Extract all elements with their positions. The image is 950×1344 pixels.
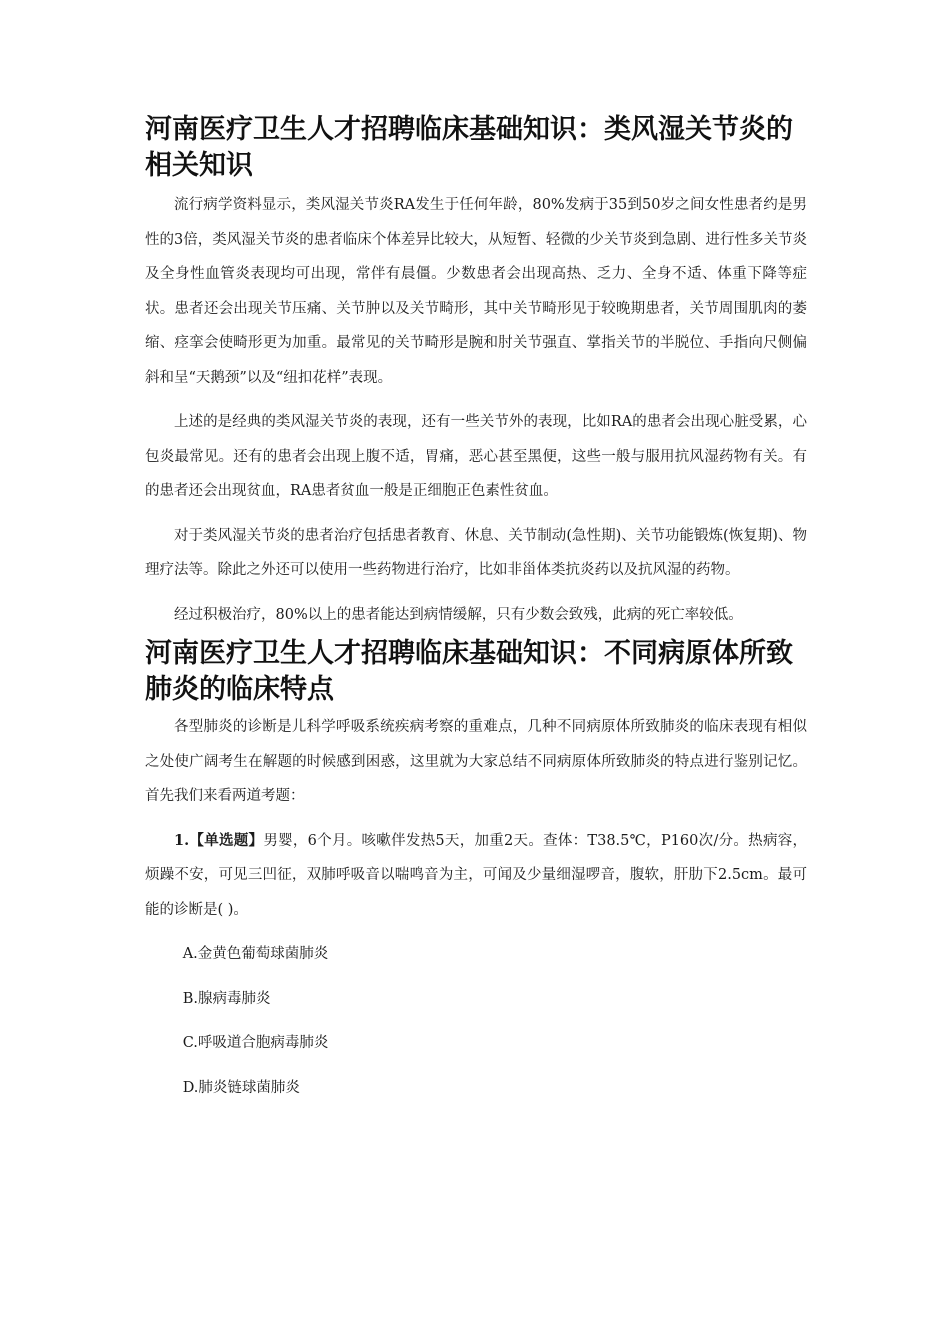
document-page [145, 112, 807, 1115]
section1-paragraph: 上述的是经典的类风湿关节炎的表现，还有一些关节外的表现，比如RA的患者会出现心脏受累，心包炎最常见。还有的患者会出现上腹不适，胃痛，恶心甚至黑便，这些一般与服用抗风湿药物有关。有的患者还会出现贫血，RA患者贫血一般是正细胞正色素性贫血。 [145, 414, 807, 499]
option-c: C.呼吸道合胞病毒肺炎 [182, 1035, 329, 1051]
section1-paragraph: 经过积极治疗，80%以上的患者能达到病情缓解，只有少数会致残，此病的死亡率较低。 [174, 606, 743, 623]
question-label: 1.【单选题】 [174, 831, 264, 849]
section1-paragraph: 对于类风湿关节炎的患者治疗包括患者教育、休息、关节制动(急性期)、关节功能锻炼(恢复期)、物理疗法等。除此之外还可以使用一些药物进行治疗，比如非甾体类抗炎药以及抗风湿的药物。 [145, 527, 807, 578]
section1-title: 河南医疗卫生人才招聘临床基础知识：类风湿关节炎的相关知识 [145, 114, 793, 181]
question-1 [145, 824, 807, 928]
section1-paragraph: 流行病学资料显示，类风湿关节炎RA发生于任何年龄，80%发病于35到50岁之间女性患者约是男性的3倍，类风湿关节炎的患者临床个体差异比较大，从短暂、轻微的少关节炎到急剧、进行性多关节炎及全身性血管炎表现均可出现，常伴有晨僵。少数患者会出现高热、乏力、全身不适、体重下降等症状。患者还会出现关节压痛、关节肿以及关节畸形，其中关节畸形见于较晚期患者，关节周围肌肉的萎缩、痉挛会使畸形更为加重。最常见的关节畸形是腕和肘关节强直、掌指关节的半脱位、手指向尺侧偏斜和呈“天鹅颈”以及“纽扣花样”表现。 [145, 197, 807, 386]
option-d: D.肺炎链球菌肺炎 [182, 1079, 300, 1096]
option-b: B.腺病毒肺炎 [182, 990, 271, 1007]
section2-title: 河南医疗卫生人才招聘临床基础知识：不同病原体所致肺炎的临床特点 [145, 638, 793, 705]
question-text: 男婴，6个月。咳嗽伴发热5天，加重2天。查体：T38.5℃，P160次/分。热病容，烦躁不安，可见三凹征，双肺呼吸音以喘鸣音为主，可闻及少量细湿啰音，腹软，肝肋下2.5cm。最可能的诊断是( )。 [145, 832, 808, 918]
option-a: A.金黄色葡萄球菌肺炎 [182, 946, 329, 962]
section2-intro: 各型肺炎的诊断是儿科学呼吸系统疾病考察的重难点，几种不同病原体所致肺炎的临床表现有相似之处使广阔考生在解题的时候感到困惑，这里就为大家总结不同病原体所致肺炎的特点进行鉴别记忆。首先我们来看两道考题： [145, 719, 807, 804]
